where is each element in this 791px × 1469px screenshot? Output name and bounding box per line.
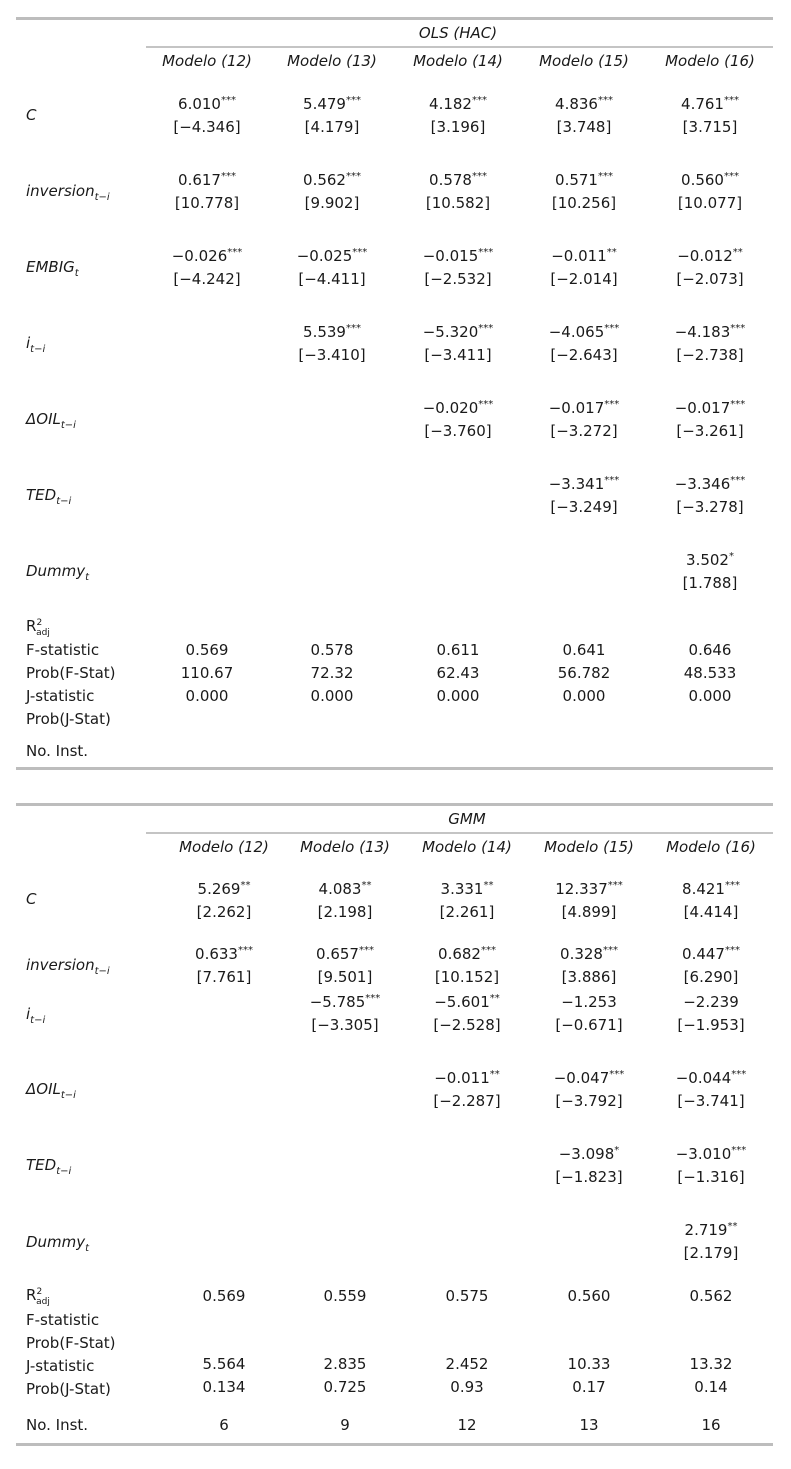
gmm-coef-cell: −0.047***	[553, 1069, 625, 1087]
ols-coef-cell: −0.017***	[548, 399, 620, 417]
gmm-var-label: inversion$_{t-i}$	[26, 956, 110, 977]
gmm-stat-value: 2.452	[445, 1355, 489, 1373]
ols-tstat-cell: [10.077]	[677, 194, 743, 212]
ols-tstat-cell: [−2.014]	[550, 270, 618, 288]
gmm-stat-label: Prob(F-Stat)	[26, 1334, 116, 1352]
ols-stat-value: 0.000	[185, 687, 229, 705]
ols-col-header-12: Modelo (12)	[162, 52, 252, 70]
ols-stat-value: 0.000	[436, 687, 480, 705]
ols-tstat-cell: [10.256]	[551, 194, 617, 212]
gmm-stat-value: 2.835	[323, 1355, 367, 1373]
gmm-tstat-cell: [−3.305]	[311, 1016, 379, 1034]
ols-stat-label: Prob(J-Stat)	[26, 710, 111, 728]
ols-tstat-cell: [−2.643]	[550, 346, 618, 364]
ols-coef-cell: 4.761***	[681, 95, 739, 113]
gmm-tstat-cell: [9.501]	[317, 968, 373, 986]
gmm-coef-cell: 5.269**	[197, 880, 251, 898]
gmm-stat-label: No. Inst.	[26, 1416, 89, 1434]
ols-var-label: inversion$_{t-i}$	[26, 182, 110, 203]
ols-tstat-cell: [4.179]	[304, 118, 360, 136]
gmm-title: GMM	[448, 810, 486, 828]
gmm-tstat-cell: [10.152]	[434, 968, 500, 986]
ols-tstat-cell: [3.748]	[556, 118, 612, 136]
gmm-coef-cell: 0.682***	[438, 945, 496, 963]
ols-stat-value: 0.641	[562, 641, 606, 659]
gmm-stat-value: 12	[457, 1416, 477, 1434]
ols-var-label: $\Delta OIL_{t-i}$	[26, 410, 76, 431]
ols-tstat-cell: [3.715]	[682, 118, 738, 136]
ols-stat-value: 0.646	[688, 641, 732, 659]
ols-coef-cell: 0.560***	[681, 171, 739, 189]
ols-coef-cell: −0.026***	[171, 247, 243, 265]
gmm-stat-value: 0.562	[689, 1287, 733, 1305]
ols-tstat-cell: [−4.346]	[173, 118, 241, 136]
gmm-coef-cell: −5.785***	[309, 993, 381, 1011]
ols-tstat-cell: [−3.410]	[298, 346, 366, 364]
ols-stat-value: 48.533	[683, 664, 737, 682]
gmm-stat-value: 0.559	[323, 1287, 367, 1305]
ols-stat-label: J-statistic	[26, 687, 95, 705]
ols-coef-cell: −3.346***	[674, 475, 746, 493]
gmm-stat-value: 0.575	[445, 1287, 489, 1305]
gmm-stat-value: 5.564	[202, 1355, 246, 1373]
gmm-col-header-13: Modelo (13)	[300, 838, 390, 856]
ols-col-header-14: Modelo (14)	[413, 52, 503, 70]
ols-coef-cell: −0.015***	[422, 247, 494, 265]
ols-coef-cell: 5.479***	[303, 95, 361, 113]
ols-stat-value: 0.611	[436, 641, 480, 659]
ols-coef-cell: −3.341***	[548, 475, 620, 493]
gmm-stat-value: 9	[340, 1416, 350, 1434]
ols-coef-cell: −4.065***	[548, 323, 620, 341]
ols-stat-value: 0.000	[310, 687, 354, 705]
ols-stat-value: 0.569	[185, 641, 229, 659]
gmm-tstat-cell: [2.261]	[439, 903, 495, 921]
gmm-coef-cell: 12.337***	[555, 880, 623, 898]
gmm-coef-cell: 0.447***	[682, 945, 740, 963]
gmm-tstat-cell: [2.198]	[317, 903, 373, 921]
gmm-bottom-rule	[16, 1443, 773, 1446]
ols-tstat-cell: [−3.411]	[424, 346, 492, 364]
gmm-col-header-12: Modelo (12)	[179, 838, 269, 856]
gmm-coef-cell: 4.083**	[318, 880, 372, 898]
gmm-title-rule	[146, 832, 773, 834]
ols-coef-cell: 0.562***	[303, 171, 361, 189]
ols-coef-cell: 6.010***	[178, 95, 236, 113]
ols-col-header-16: Modelo (16)	[665, 52, 755, 70]
ols-stat-value: 56.782	[557, 664, 611, 682]
ols-tstat-cell: [−4.411]	[298, 270, 366, 288]
ols-tstat-cell: [10.582]	[425, 194, 491, 212]
ols-col-header-13: Modelo (13)	[287, 52, 377, 70]
gmm-coef-cell: 3.331**	[440, 880, 494, 898]
ols-stat-value: 110.67	[180, 664, 234, 682]
ols-coef-cell: −0.020***	[422, 399, 494, 417]
gmm-stat-label: $R^2_{adj}$	[26, 1286, 50, 1307]
ols-stat-value: 0.578	[310, 641, 354, 659]
gmm-stat-value: 13.32	[689, 1355, 733, 1373]
ols-tstat-cell: [−4.242]	[173, 270, 241, 288]
gmm-coef-cell: −0.011**	[434, 1069, 500, 1087]
gmm-tstat-cell: [−0.671]	[555, 1016, 623, 1034]
gmm-var-label: Dummy$_t$	[26, 1233, 90, 1254]
gmm-tstat-cell: [−3.741]	[677, 1092, 745, 1110]
gmm-stat-value: 0.17	[572, 1378, 606, 1396]
ols-tstat-cell: [−2.532]	[424, 270, 492, 288]
gmm-stat-label: Prob(J-Stat)	[26, 1380, 111, 1398]
gmm-var-label: $TED_{t-i}$	[26, 1156, 72, 1177]
gmm-stat-value: 6	[219, 1416, 229, 1434]
ols-tstat-cell: [−3.261]	[676, 422, 744, 440]
ols-tstat-cell: [10.778]	[174, 194, 240, 212]
gmm-stat-value: 0.569	[202, 1287, 246, 1305]
gmm-top-rule	[16, 803, 773, 806]
ols-coef-cell: 5.539***	[303, 323, 361, 341]
ols-tstat-cell: [−3.760]	[424, 422, 492, 440]
gmm-coef-cell: 0.328***	[560, 945, 618, 963]
gmm-stat-value: 0.14	[694, 1378, 728, 1396]
gmm-tstat-cell: [2.179]	[683, 1244, 739, 1262]
ols-col-header-15: Modelo (15)	[539, 52, 629, 70]
ols-coef-cell: −4.183***	[674, 323, 746, 341]
ols-stat-value: 62.43	[436, 664, 480, 682]
ols-var-label: $i_{t-i}$	[26, 334, 46, 355]
gmm-stat-value: 0.725	[323, 1378, 367, 1396]
gmm-table	[16, 0, 773, 1469]
gmm-stat-value: 0.134	[202, 1378, 246, 1396]
ols-stat-value: 72.32	[310, 664, 354, 682]
ols-tstat-cell: [−3.278]	[676, 498, 744, 516]
gmm-coef-cell: 2.719**	[684, 1221, 738, 1239]
ols-tstat-cell: [−3.272]	[550, 422, 618, 440]
ols-var-label: Dummy$_t$	[26, 562, 90, 583]
gmm-col-header-14: Modelo (14)	[422, 838, 512, 856]
ols-coef-cell: −0.012**	[677, 247, 743, 265]
ols-coef-cell: 4.182***	[429, 95, 487, 113]
gmm-stat-label: J-statistic	[26, 1357, 95, 1375]
ols-coef-cell: 4.836***	[555, 95, 613, 113]
gmm-coef-cell: 0.657***	[316, 945, 374, 963]
ols-stat-value: 0.000	[688, 687, 732, 705]
ols-coef-cell: −0.017***	[674, 399, 746, 417]
ols-stat-value: 0.000	[562, 687, 606, 705]
gmm-tstat-cell: [7.761]	[196, 968, 252, 986]
ols-tstat-cell: [−3.249]	[550, 498, 618, 516]
gmm-tstat-cell: [−3.792]	[555, 1092, 623, 1110]
gmm-var-label: $i_{t-i}$	[26, 1005, 46, 1026]
ols-var-label: $TED_{t-i}$	[26, 486, 72, 507]
gmm-coef-cell: 8.421***	[682, 880, 740, 898]
ols-tstat-cell: [−2.738]	[676, 346, 744, 364]
gmm-col-header-16: Modelo (16)	[666, 838, 756, 856]
ols-coef-cell: −5.320***	[422, 323, 494, 341]
gmm-stat-value: 0.93	[450, 1378, 484, 1396]
ols-coef-cell: −0.011**	[551, 247, 617, 265]
gmm-coef-cell: −0.044***	[675, 1069, 747, 1087]
gmm-tstat-cell: [−2.287]	[433, 1092, 501, 1110]
ols-tstat-cell: [1.788]	[682, 574, 738, 592]
gmm-stat-value: 16	[701, 1416, 721, 1434]
gmm-stat-label: F-statistic	[26, 1311, 100, 1329]
gmm-tstat-cell: [−1.823]	[555, 1168, 623, 1186]
gmm-var-label: C	[26, 890, 37, 908]
gmm-coef-cell: −1.253	[561, 993, 617, 1011]
gmm-coef-cell: −2.239	[683, 993, 739, 1011]
gmm-tstat-cell: [3.886]	[561, 968, 617, 986]
gmm-stat-value: 10.33	[567, 1355, 611, 1373]
ols-coef-cell: 0.571***	[555, 171, 613, 189]
ols-tstat-cell: [3.196]	[430, 118, 486, 136]
gmm-tstat-cell: [−1.316]	[677, 1168, 745, 1186]
ols-tstat-cell: [9.902]	[304, 194, 360, 212]
ols-stat-label: $R^2_{adj}$	[26, 617, 50, 638]
ols-stat-label: No. Inst.	[26, 742, 89, 760]
gmm-var-label: $\Delta OIL_{t-i}$	[26, 1080, 76, 1101]
ols-var-label: $EMBIG_t$	[26, 258, 79, 279]
ols-tstat-cell: [−2.073]	[676, 270, 744, 288]
gmm-tstat-cell: [4.899]	[561, 903, 617, 921]
ols-coef-cell: 3.502*	[686, 551, 734, 569]
gmm-tstat-cell: [2.262]	[196, 903, 252, 921]
gmm-coef-cell: −5.601**	[434, 993, 500, 1011]
gmm-stat-value: 13	[579, 1416, 599, 1434]
gmm-coef-cell: −3.010***	[675, 1145, 747, 1163]
gmm-stat-value: 0.560	[567, 1287, 611, 1305]
ols-stat-label: F-statistic	[26, 641, 100, 659]
ols-coef-cell: −0.025***	[296, 247, 368, 265]
ols-title: OLS (HAC)	[418, 24, 498, 42]
ols-coef-cell: 0.617***	[178, 171, 236, 189]
gmm-coef-cell: −3.098*	[558, 1145, 620, 1163]
gmm-col-header-15: Modelo (15)	[544, 838, 634, 856]
gmm-tstat-cell: [4.414]	[683, 903, 739, 921]
gmm-tstat-cell: [−2.528]	[433, 1016, 501, 1034]
gmm-tstat-cell: [−1.953]	[677, 1016, 745, 1034]
ols-stat-label: Prob(F-Stat)	[26, 664, 116, 682]
ols-coef-cell: 0.578***	[429, 171, 487, 189]
gmm-tstat-cell: [6.290]	[683, 968, 739, 986]
ols-var-label: C	[26, 106, 37, 124]
gmm-coef-cell: 0.633***	[195, 945, 253, 963]
